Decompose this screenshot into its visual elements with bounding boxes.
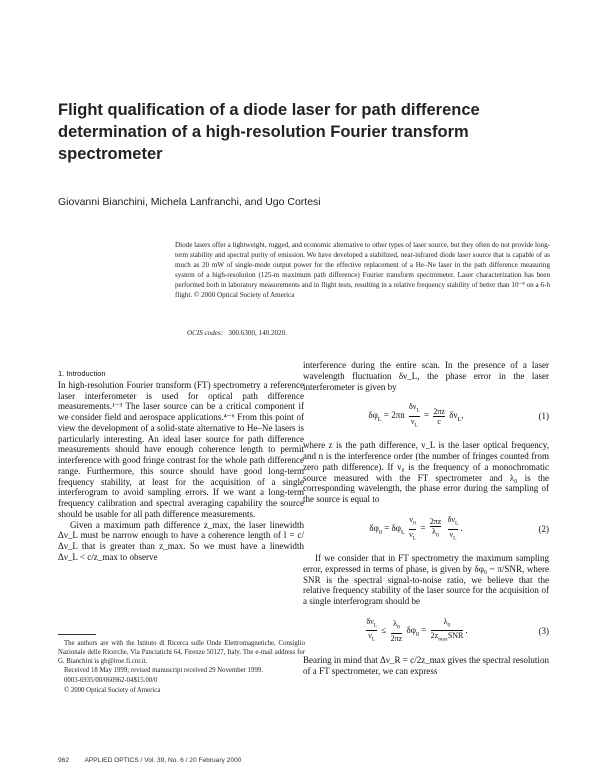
ocis-codes — [187, 329, 547, 337]
equation-1 — [303, 402, 549, 430]
equation-3 — [303, 617, 549, 645]
intro-paragraph-1: In high-resolution Fourier transform (FT) spectrometry a reference laser interferometer is used for optical path difference measurements.¹⁻³ The laser source can be a critical component if we consider field and aerospace applications.⁴⁻⁶ From this point of view the development of a solid-state alternative to He–Ne lasers is particularly interesting. An ideal laser source for path difference measurements should have enough coherence length to permit interference with good fringe contrast for the whole path difference range. Furthermore, this source should have good long-term frequency stability, at least for the acquisition of a single interferogram to avoid sampling errors. If we want a long-term frequency calibration and spectral averaging capability the source should be usable for all path difference measurements. — [58, 379, 304, 519]
page-footer — [58, 757, 548, 764]
equation-3-number: (3) — [538, 625, 549, 636]
footnote-received: Received 18 May 1999; revised manuscript received 29 November 1999. — [64, 667, 263, 675]
right-paragraph-3: If we consider that in FT spectrometry the maximum sampling error, expressed in terms of phase, is given by δφ₀ ~ π/SNR, where SNR is the spectral signal-to-noise ratio, we believe that the relative frequency stability of the laser source for the acquisition of a single interferogram should be — [303, 553, 549, 607]
paper-title: Flight qualification of a diode laser for path difference determination of a high-resolution Fourier transform spectrometer — [58, 101, 480, 163]
equation-3-expression: $\frac{\delta\nu_L}{\nu_L}$ ≤ $\frac{\lambda_0}{2\pi z}$ $\delta\varphi_0$ = $\frac{\lambda_0}{2z_{max}SNR}$ . — [366, 616, 468, 644]
equation-1-expression: $\delta\varphi_L = 2\pi n$ $\frac{\delta\nu_L}{\nu_L}$ = $\frac{2\pi z}{c}$ $\delta\nu_L$, — [368, 402, 464, 429]
section-heading: 1. Introduction — [58, 369, 106, 378]
footnote-divider — [58, 634, 96, 635]
equation-2-expression: $\delta\varphi_0 = \delta\varphi_L$ $\frac{\nu_0}{\nu_L}$ = $\frac{2\pi z}{\lambda_0}$ $\frac{\delta\nu_L}{\nu_L}$ . — [369, 514, 463, 542]
right-paragraph-1: interference during the entire scan. In the presence of a laser wavelength fluctuation δν_L, the phase error in the laser interferometer is given by — [303, 360, 549, 392]
footnote-article-code: 0003-6935/00/060962-04$15.00/0 — [64, 677, 158, 685]
journal-citation: APPLIED OPTICS / Vol. 39, No. 6 / 20 February 2000 — [84, 757, 242, 764]
right-column — [303, 360, 549, 677]
ocis-label: OCIS codes: — [187, 329, 224, 337]
right-paragraph-4: Bearing in mind that Δν_R = c/2z_max gives the spectral resolution of a FT spectrometer, we can express — [303, 655, 549, 676]
intro-paragraph-2: Given a maximum path difference z_max, the laser linewidth Δν_L must be narrow enough to have a coherence length of l = c/Δν_L that is greater than z_max. So we must have a linewidth Δν_L < c/z_max to observe — [58, 519, 304, 562]
abstract: Diode lasers offer a lightweight, rugged, and economic alternative to other types of laser source, but they often do not provide long-term stability and spectral purity of emission. We have developed a stabilized, near-infrared diode laser source that is capable of as much as 20 mW of single-mode output power for the effective replacement of a He–Ne laser in the path difference measuring system of a high-resolution (125-m maximum path difference) Fourier transform spectrometer. Laser characterization has been performed both in laboratory measurements and in flight tests, resulting in a relative frequency stability of better than 10⁻⁸ on a 6-h flight. © 2000 Optical Society of America — [175, 241, 550, 300]
ocis-code-values: 300.6300, 140.2020. — [228, 329, 287, 337]
equation-2-number: (2) — [538, 523, 549, 534]
author-list: Giovanni Bianchini, Michela Lanfranchi, and Ugo Cortesi — [58, 196, 321, 208]
footnote-affiliation: The authors are with the Istituto di Ricerca sulle Onde Elettromagnetiche, Consiglio Nazionale delle Ricerche, Via Panciatichi 64, Firenze 50127, Italy. The e-mail address for G. Bianchini is gb@iroe.fi.cnr.it. — [58, 640, 305, 665]
left-column — [58, 369, 304, 563]
footnote-copyright: © 2000 Optical Society of America — [64, 686, 161, 694]
right-paragraph-2: where z is the path difference, ν_L is the laser optical frequency, and n is the interference order (the number of fringes counted from zero path difference). If ν₀ is the frequency of a monochromatic source measured with the FT spectrometer and λ₀ is the corresponding wavelength, the phase error during the sampling of the source is equal to — [303, 440, 549, 505]
equation-1-number: (1) — [538, 410, 549, 421]
page-number: 962 — [58, 757, 70, 764]
equation-2 — [303, 515, 549, 543]
footnotes — [58, 640, 305, 697]
